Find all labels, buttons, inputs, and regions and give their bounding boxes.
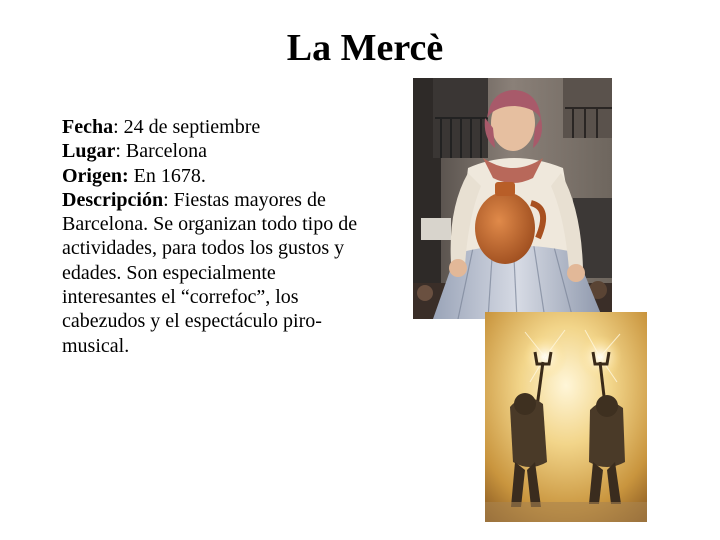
lugar-value: : Barcelona bbox=[115, 140, 207, 163]
lugar-label: Lugar bbox=[62, 140, 116, 163]
correfoc-photo bbox=[485, 312, 647, 522]
lugar-line bbox=[62, 139, 362, 163]
origen-label: Origen: bbox=[62, 164, 129, 187]
fecha-value: : 24 de septiembre bbox=[113, 116, 261, 138]
origen-value: En 1678. bbox=[128, 164, 206, 187]
fecha-label: Fecha bbox=[62, 116, 114, 138]
giant-photo bbox=[413, 78, 612, 319]
descripcion-label: Descripción bbox=[62, 188, 164, 211]
fecha-line bbox=[62, 115, 362, 139]
slide-title: La Mercè bbox=[286, 27, 444, 69]
descripcion-value: : Fiestas mayores de Barcelona. Se organizan todo tipo de actividades, para todos los gustos y edades. Son especialmente interesantes el “correfoc”, los cabezudos y el espectáculo piro-musical. bbox=[62, 188, 358, 357]
descripcion-line bbox=[62, 188, 362, 358]
details-text bbox=[62, 115, 362, 358]
origen-line bbox=[62, 164, 362, 188]
